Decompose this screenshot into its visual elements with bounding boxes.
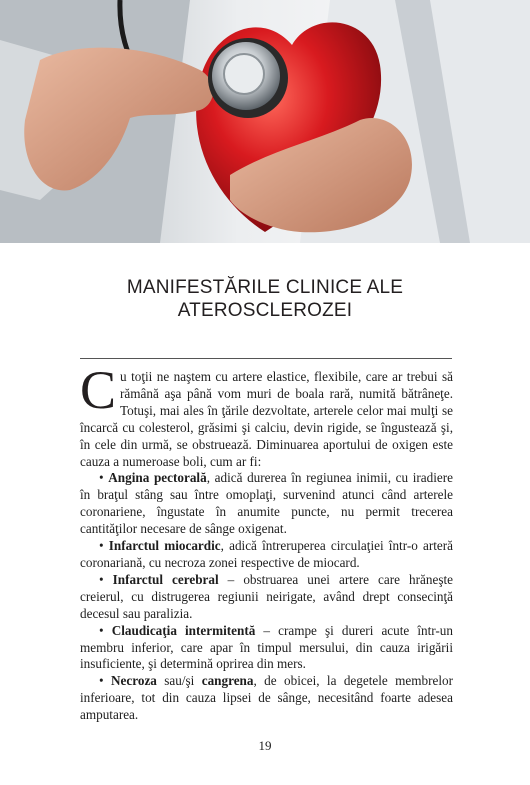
list-item: [80, 572, 453, 623]
item-term-2: cangrena: [201, 673, 254, 689]
intro-paragraph: [80, 360, 453, 470]
item-text: – obstruarea unei artere care hrăneşte creierul, cu distrugerea regiunii neirigate, având drept consecinţă decesul sau paralizia.: [80, 571, 453, 621]
item-text: – crampe şi dureri acute într-un membru inferior, care apar în timpul mersului, din cauza irigării insuficiente, şi determină oprirea din mers.: [80, 622, 453, 672]
bullet-icon: •: [99, 538, 104, 554]
item-term: Claudicaţia intermitentă: [111, 622, 256, 638]
item-text: , adică durerea în regiunea inimii, cu iradiere în braţul stâng sau între omoplaţi, survenind atunci când arterele coronariene, îngustate în anumite puncte, nu permit trecerea cantităţilor necesare de sânge oxigenat.: [80, 470, 453, 537]
item-connector: sau/şi: [156, 673, 202, 689]
page-number: 19: [258, 738, 272, 753]
chapter-title-line-1: MANIFESTĂRILE CLINICE ALE: [126, 277, 404, 298]
list-item: [80, 470, 453, 538]
header-photo: [0, 0, 530, 243]
item-text: , de obicei, la degetele membrelor inferioare, tot din cauza lipsei de sânge, necesitând foarte adesea amputarea.: [80, 673, 453, 723]
drop-cap: C: [80, 360, 117, 420]
item-term: Necroza: [111, 673, 157, 689]
bullet-icon: •: [99, 622, 104, 638]
item-term: Angina pectorală: [108, 470, 207, 486]
bullet-icon: •: [99, 673, 104, 689]
item-term: Infarctul miocardic: [108, 538, 221, 554]
body-text: [80, 360, 453, 724]
bullet-icon: •: [99, 470, 104, 486]
item-term: Infarctul cerebral: [112, 571, 219, 587]
chapter-title-line-2: ATEROSCLEROZEI: [177, 300, 353, 321]
intro-text: u toţii ne naştem cu artere elastice, flexibile, care ar trebui să rămână aşa până vom muri de boala rară, numită bătrâneţe. Totuşi, mai ales în ţările dezvoltate, arterele celor mai mulţi se încarcă cu colesterol, grăsimi şi calciu, devin rigide, se îngustează şi, în cele din urmă, se obstruează. Diminuarea aportului de oxigen este cauza a numeroase boli, cum ar fi:: [80, 369, 453, 469]
doctor-heart-stethoscope-illustration: [0, 0, 530, 243]
list-item: [80, 623, 453, 674]
title-divider: [80, 358, 452, 359]
list-item: [80, 538, 453, 572]
item-text: , adică întreruperea circulaţiei într-o arteră coronariană, cu necroza zonei respective de miocard.: [80, 538, 453, 570]
chapter-title: [60, 276, 470, 322]
bullet-icon: •: [99, 571, 104, 587]
list-item: [80, 673, 453, 724]
